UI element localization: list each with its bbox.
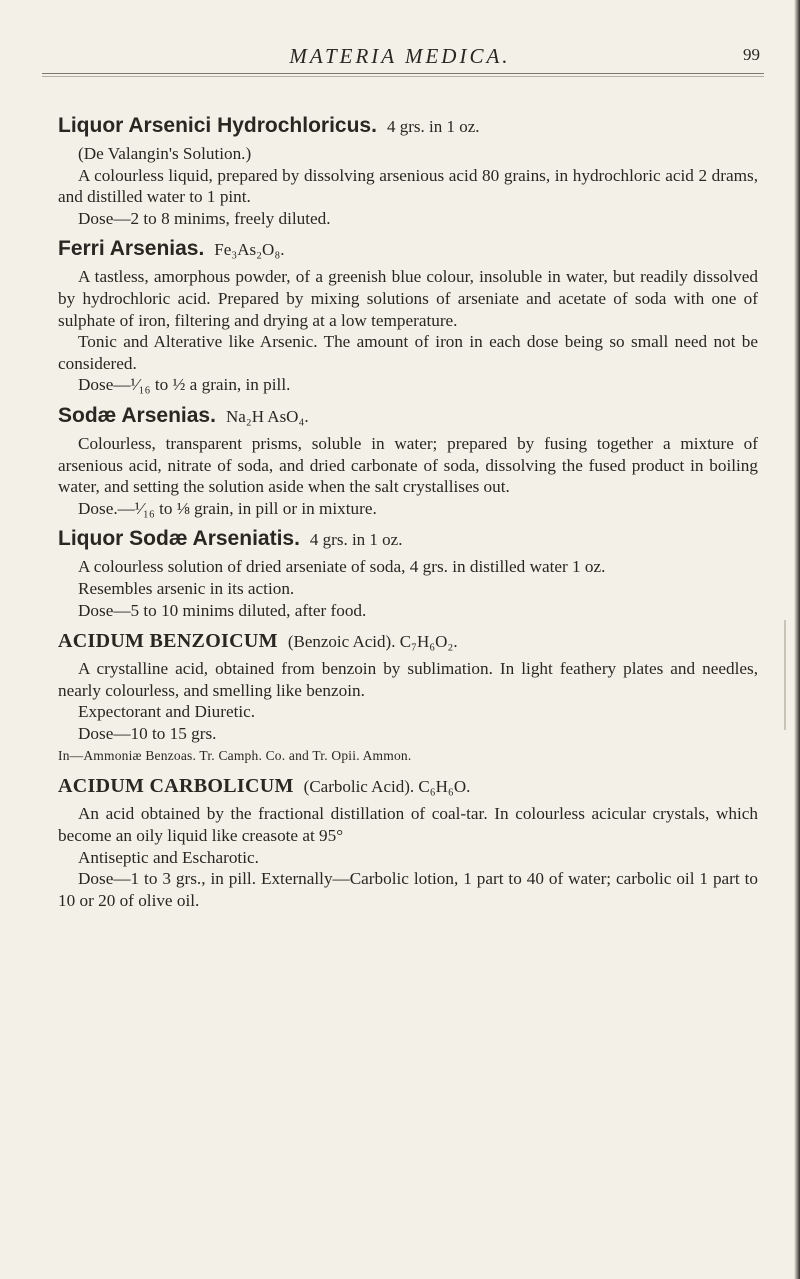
scan-mark <box>784 620 786 730</box>
entry-formula: Na₂H AsO₄. <box>225 406 309 426</box>
entry-title: Liquor Sodæ Arseniatis. <box>58 527 300 551</box>
page-edge-shadow <box>794 0 800 1279</box>
entry-ferri-arsenias <box>58 235 758 396</box>
entry-paragraph: Resembles arsenic in its action. <box>78 578 295 598</box>
entry-dose: Dose—10 to 15 grs. <box>78 723 217 743</box>
entry-paragraph: Expectorant and Diuretic. <box>78 702 256 722</box>
entry-formula: (Benzoic Acid). C₇H₆O₂. <box>287 632 458 652</box>
entry-title: Liquor Arsenici Hydrochloricus. <box>58 114 377 137</box>
entry-title: Ferri Arsenias. <box>58 237 205 261</box>
running-title: MATERIA MEDICA. <box>289 44 511 68</box>
entry-preparations <box>58 746 758 766</box>
entry-heading <box>58 627 758 657</box>
entry-title: Sodæ Arsenias. <box>58 403 216 427</box>
entry-paragraph: A tastless, amorphous powder, of a greenish blue colour, insoluble in water, but readily dissolved by hydrochloric acid. Prepared by mixing solutions of arseniate and acetate of soda with one of sulphate of iron, filtering and drying at a low temperature. <box>58 267 758 330</box>
entry-dose: Dose—¹⁄₁₆ to ½ a grain, in pill. <box>78 375 291 395</box>
header-rule <box>42 73 764 74</box>
entry-heading <box>58 402 758 432</box>
entry-liquor-sodae-arseniatis <box>58 525 758 621</box>
entry-paragraph: Colourless, transparent prisms, soluble in water; prepared by fusing together a mixture of arsenious acid, nitrate of soda, and dried carbonate of soda, dissolving the fused product in boiling water, and setting the solution aside when the salt crystallises out. <box>58 433 758 497</box>
running-head <box>0 44 800 70</box>
entry-heading <box>58 772 758 802</box>
entry-dose: Dose.—¹⁄₁₆ to ⅛ grain, in pill or in mixture. <box>78 498 377 518</box>
entry-paragraph: (De Valangin's Solution.) <box>78 144 252 163</box>
entry-sodae-arsenias <box>58 402 758 519</box>
entry-acidum-carbolicum <box>58 772 758 911</box>
entry-title: ACIDUM BENZOICUM <box>58 630 278 653</box>
entry-title: ACIDUM CARBOLICUM <box>58 775 294 798</box>
entry-dose: Dose—1 to 3 grs., in pill. Externally—Carbolic lotion, 1 part to 40 of water; carbolic oil 1 part to 10 or 20 of olive oil. <box>58 869 758 910</box>
header-rule-secondary <box>42 76 764 77</box>
entry-dose: Dose—2 to 8 minims, freely diluted. <box>78 208 331 228</box>
entry-heading <box>58 525 758 555</box>
entry-paragraph: An acid obtained by the fractional distillation of coal-tar. In colourless acicular crystals, which become an oily liquid like creasote at 95° <box>58 804 758 846</box>
entry-paragraph: A colourless solution of dried arseniate of soda, 4 grs. in distilled water 1 oz. <box>78 557 606 577</box>
entry-strength: 4 grs. in 1 oz. <box>309 530 403 550</box>
entry-acidum-benzoicum <box>58 627 758 766</box>
entry-paragraph: A colourless liquid, prepared by dissolving arsenious acid 80 grains, in hydrochloric acid 2 drams, and distilled water to 1 pint. <box>58 165 758 207</box>
entry-dose: Dose—5 to 10 minims diluted, after food. <box>78 600 367 620</box>
entry-liquor-arsenici-hydrochloricus <box>58 112 758 229</box>
page-body <box>58 112 758 911</box>
page-number: 99 <box>743 45 760 64</box>
entry-heading <box>58 235 758 265</box>
preparations-text: —Ammoniæ Benzoas. Tr. Camph. Co. and Tr. Opii. Ammon. <box>69 748 412 764</box>
entry-strength: 4 grs. in 1 oz. <box>386 117 480 136</box>
entry-paragraph: Tonic and Alterative like Arsenic. The amount of iron in each dose being so small need not be considered. <box>58 332 758 373</box>
entry-paragraph: A crystalline acid, obtained from benzoin by sublimation. In light feathery plates and needles, nearly colourless, and smelling like benzoin. <box>58 659 758 700</box>
entry-formula: Fe₃As₂O₈. <box>214 240 285 260</box>
entry-formula: (Carbolic Acid). C₆H₆O. <box>303 777 471 797</box>
entry-heading <box>58 112 758 142</box>
entry-paragraph: Antiseptic and Escharotic. <box>78 847 259 867</box>
preparations-label: In <box>58 748 70 764</box>
